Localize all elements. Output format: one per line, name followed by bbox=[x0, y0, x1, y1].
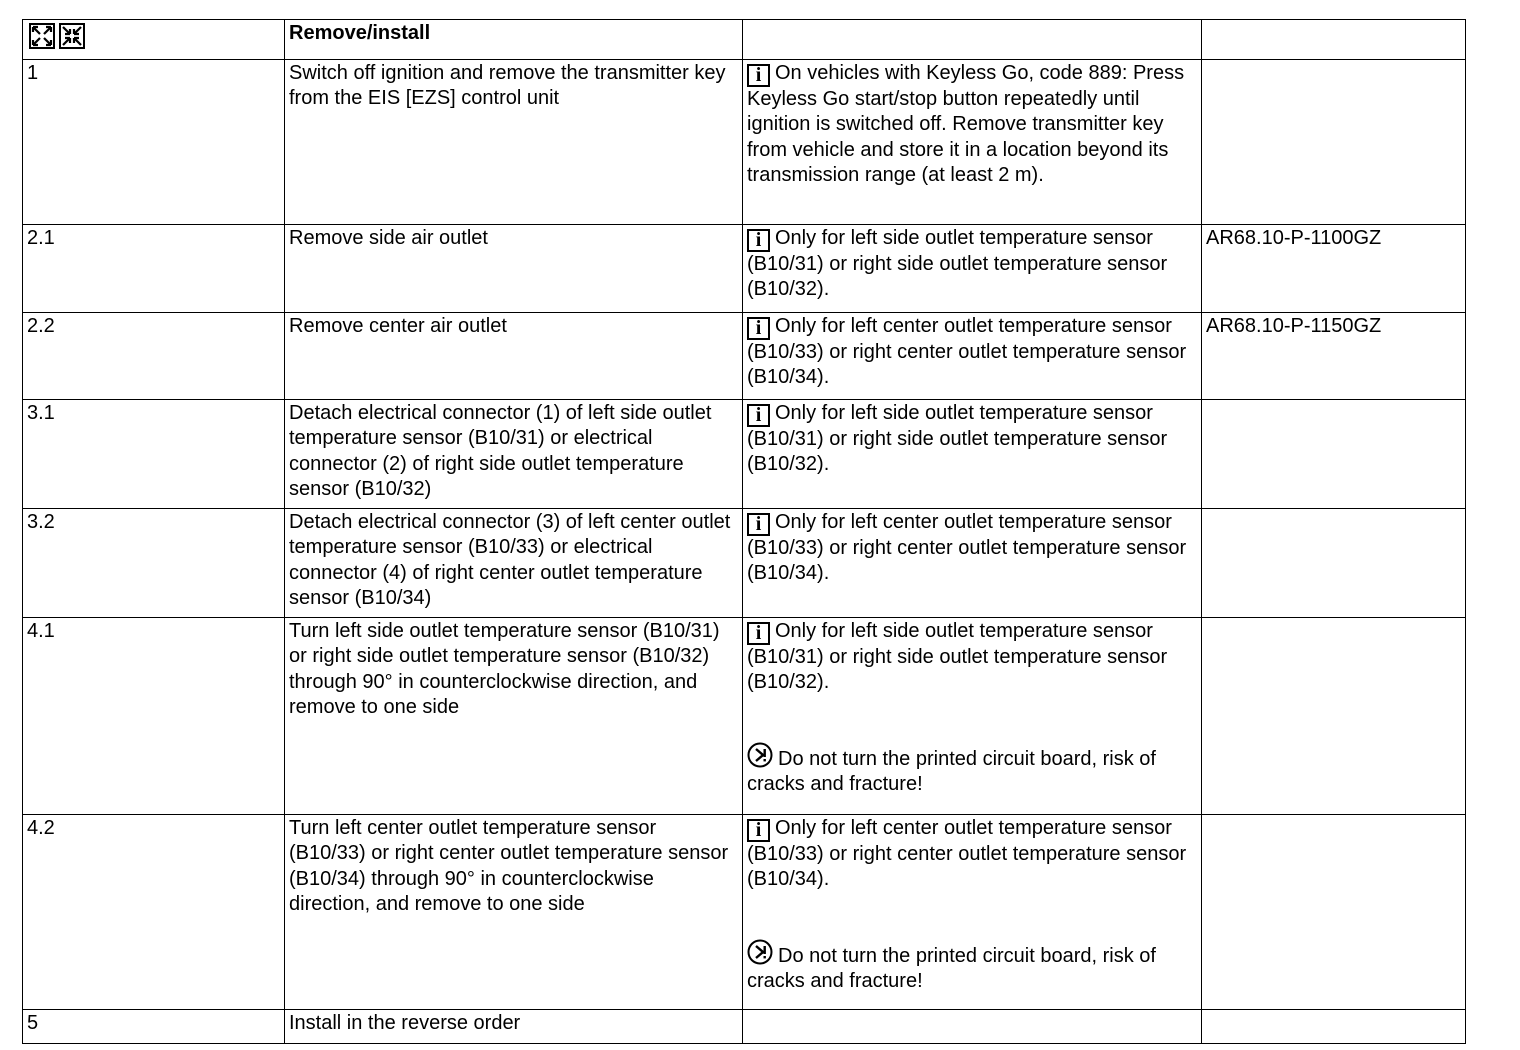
table-row bbox=[23, 312, 1466, 399]
step-note: Only for left side outlet temperature sensor (B10/31) or right side outlet temperature sensor (B10/32). bbox=[747, 619, 1168, 693]
header-row bbox=[23, 20, 1466, 60]
step-note-cell bbox=[743, 508, 1202, 617]
header-empty-cell bbox=[1202, 20, 1466, 60]
step-note: Only for left center outlet temperature sensor (B10/33) or right center outlet temperature sensor (B10/34). bbox=[747, 510, 1187, 584]
step-note: On vehicles with Keyless Go, code 889: Press Keyless Go start/stop button repeatedly until ignition is switched off. Remove transmitter key from vehicle and store it in a location beyond its transmission range (at least 2 m). bbox=[747, 61, 1185, 186]
note-container bbox=[747, 816, 1197, 893]
step-action: Turn left side outlet temperature sensor (B10/31) or right side outlet temperature sensor (B10/32) through 90° in counterclockwise direction, and remove to one side bbox=[285, 617, 743, 814]
step-reference bbox=[1202, 1009, 1466, 1043]
step-number: 2.2 bbox=[23, 312, 285, 399]
step-note-cell bbox=[743, 59, 1202, 224]
step-note-cell bbox=[743, 1009, 1202, 1043]
step-warning: Do not turn the printed circuit board, risk of cracks and fracture! bbox=[747, 944, 1156, 992]
note-container bbox=[747, 401, 1197, 478]
step-action: Remove side air outlet bbox=[285, 224, 743, 312]
step-action: Turn left center outlet temperature sensor (B10/33) or right center outlet temperature sensor (B10/34) through 90° in counterclockwise direction, and remove to one side bbox=[285, 814, 743, 1009]
table-row bbox=[23, 617, 1466, 814]
note-container bbox=[747, 314, 1197, 391]
reference-link[interactable]: AR68.10-P-1150GZ bbox=[1206, 314, 1382, 337]
info-icon: i bbox=[747, 819, 770, 842]
step-number: 4.1 bbox=[23, 617, 285, 814]
step-number: 2.1 bbox=[23, 224, 285, 312]
caution-icon bbox=[747, 742, 773, 768]
step-warning: Do not turn the printed circuit board, risk of cracks and fracture! bbox=[747, 747, 1156, 795]
caution-icon bbox=[747, 939, 773, 965]
step-reference bbox=[1202, 617, 1466, 814]
step-number: 3.2 bbox=[23, 508, 285, 617]
info-icon: i bbox=[747, 317, 770, 340]
step-action: Detach electrical connector (3) of left center outlet temperature sensor (B10/33) or electrical connector (4) of right center outlet temperature sensor (B10/34) bbox=[285, 508, 743, 617]
header-empty-cell bbox=[743, 20, 1202, 60]
note-container bbox=[747, 619, 1197, 696]
step-note-cell bbox=[743, 617, 1202, 814]
info-icon: i bbox=[747, 64, 770, 87]
table-row bbox=[23, 59, 1466, 224]
warning-container bbox=[747, 939, 1197, 995]
step-number: 3.1 bbox=[23, 399, 285, 508]
table-row bbox=[23, 814, 1466, 1009]
info-icon: i bbox=[747, 404, 770, 427]
step-action: Remove center air outlet bbox=[285, 312, 743, 399]
table-row bbox=[23, 224, 1466, 312]
header-icons-cell bbox=[23, 20, 285, 60]
info-icon: i bbox=[747, 622, 770, 645]
step-note: Only for left side outlet temperature sensor (B10/31) or right side outlet temperature sensor (B10/32). bbox=[747, 401, 1168, 475]
reference-link[interactable]: AR68.10-P-1100GZ bbox=[1206, 226, 1382, 249]
step-reference bbox=[1202, 508, 1466, 617]
info-icon: i bbox=[747, 229, 770, 252]
step-number: 4.2 bbox=[23, 814, 285, 1009]
step-action: Switch off ignition and remove the transmitter key from the EIS [EZS] control unit bbox=[285, 59, 743, 224]
step-action: Detach electrical connector (1) of left side outlet temperature sensor (B10/31) or electrical connector (2) of right side outlet temperature sensor (B10/32) bbox=[285, 399, 743, 508]
table-row bbox=[23, 508, 1466, 617]
step-note-cell bbox=[743, 224, 1202, 312]
warning-container bbox=[747, 742, 1197, 798]
step-reference[interactable] bbox=[1202, 224, 1466, 312]
step-note-cell bbox=[743, 312, 1202, 399]
step-note: Only for left side outlet temperature sensor (B10/31) or right side outlet temperature sensor (B10/32). bbox=[747, 226, 1168, 300]
step-number: 1 bbox=[23, 59, 285, 224]
step-note: Only for left center outlet temperature sensor (B10/33) or right center outlet temperature sensor (B10/34). bbox=[747, 816, 1187, 890]
info-icon: i bbox=[747, 513, 770, 536]
table-row bbox=[23, 399, 1466, 508]
header-title: Remove/install bbox=[285, 20, 743, 60]
note-container bbox=[747, 226, 1197, 303]
procedure-table bbox=[22, 19, 1466, 1044]
step-reference[interactable] bbox=[1202, 312, 1466, 399]
table-row bbox=[23, 1009, 1466, 1043]
step-number: 5 bbox=[23, 1009, 285, 1043]
collapse-arrows-icon bbox=[59, 23, 85, 49]
step-note: Only for left center outlet temperature sensor (B10/33) or right center outlet temperature sensor (B10/34). bbox=[747, 314, 1187, 388]
step-action: Install in the reverse order bbox=[285, 1009, 743, 1043]
expand-arrows-icon bbox=[29, 23, 55, 49]
note-container bbox=[747, 61, 1197, 189]
step-note-cell bbox=[743, 814, 1202, 1009]
step-note-cell bbox=[743, 399, 1202, 508]
step-reference bbox=[1202, 59, 1466, 224]
note-container bbox=[747, 510, 1197, 587]
step-reference bbox=[1202, 399, 1466, 508]
step-reference bbox=[1202, 814, 1466, 1009]
